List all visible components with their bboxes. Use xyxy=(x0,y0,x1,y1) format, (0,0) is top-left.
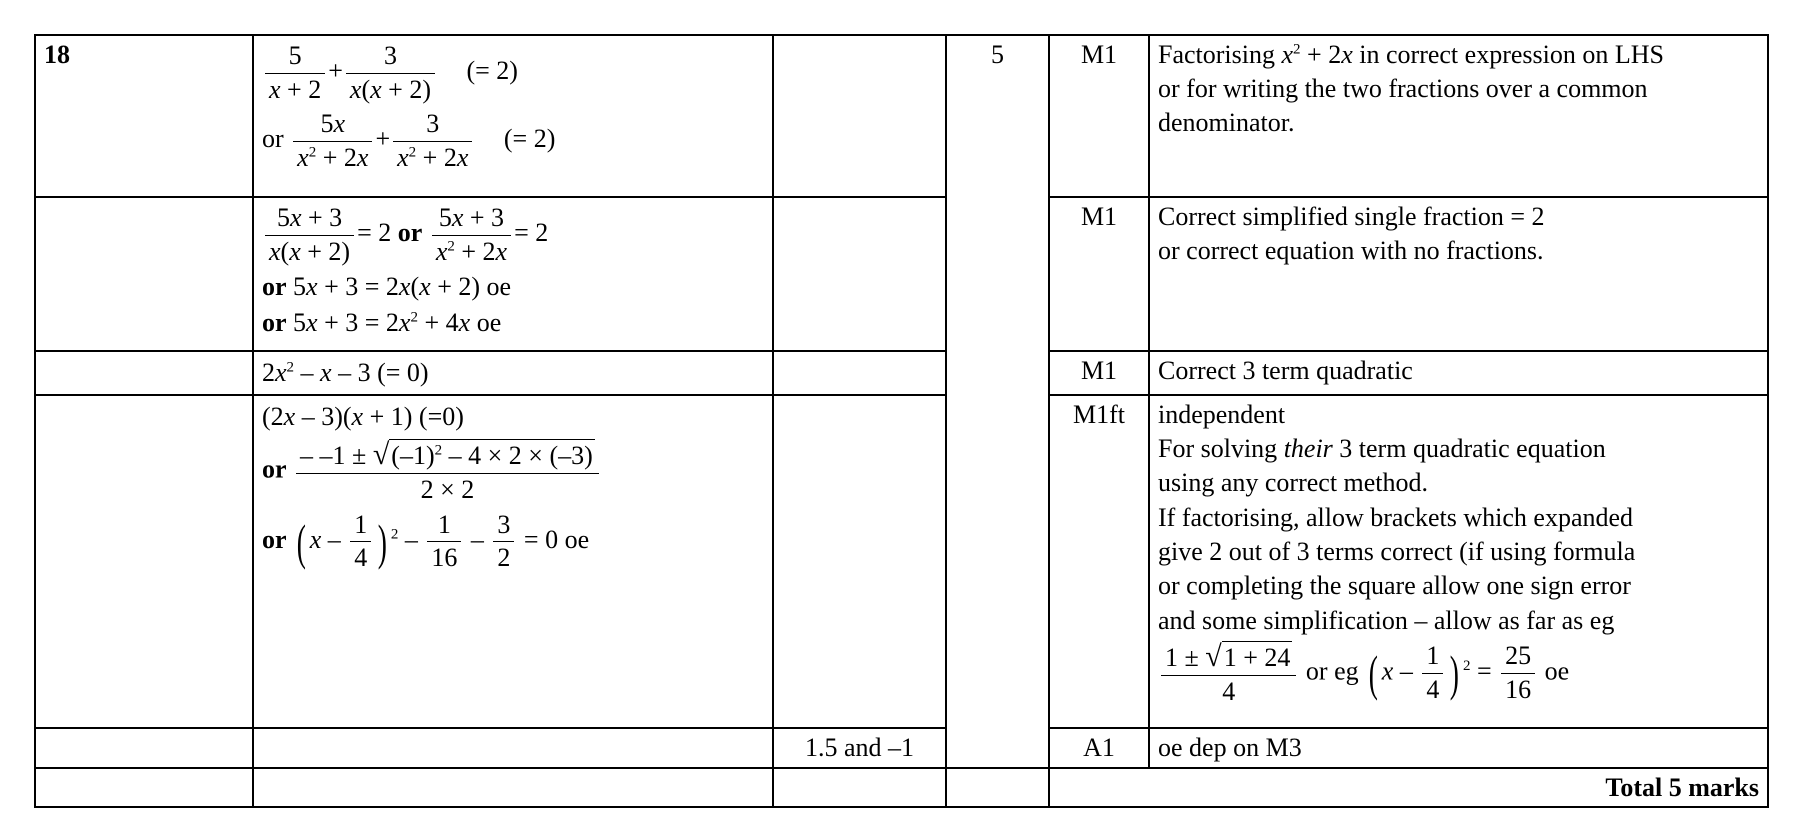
mark-code: M1 xyxy=(1049,35,1149,197)
table-row xyxy=(35,197,1768,351)
guidance-line: using any correct method. xyxy=(1158,468,1429,498)
mark-scheme-sheet xyxy=(34,34,1767,808)
working-line: $\frac{5x + 3}{x(x + 2)}$ = 2 or $\frac{5x + 3}{x^2 + 2x}$ = 2 xyxy=(262,202,764,268)
guidance-cell xyxy=(1149,351,1768,395)
guidance-cell xyxy=(1149,35,1768,197)
working-cell xyxy=(253,35,773,197)
working-line: or 5x + 3 = 2x(x + 2) oe xyxy=(262,272,512,301)
working-line: or $\frac{- -1 \pm √(-1)^2 - 4 \times 2 \times (-3)}{2 \times 2}$ xyxy=(262,436,764,507)
guidance-line: Factorising $x^2 + 2x$ in correct expression on LHS xyxy=(1158,40,1664,69)
guidance-line: If factorising, allow brackets which expanded xyxy=(1158,502,1634,532)
working-cell xyxy=(253,395,773,728)
guidance-line: $\frac{1 \pm √1 + 24}{4}$ or eg ( x – $\frac{1}{4}$ ) $^2$ = $\frac{25}{16}$ oe xyxy=(1158,638,1759,709)
working-line: or $\frac{5x}{x^2 + 2x}$ + $\frac{3}{x^2 + 2x}$ (= 2) xyxy=(262,109,556,172)
working-line: or $5x + 3 = 2x^2 + 4x$ oe xyxy=(262,307,502,337)
guidance-line: oe dep on M3 xyxy=(1158,732,1302,762)
guidance-line: or correct equation with no fractions. xyxy=(1158,235,1544,265)
table-row xyxy=(35,395,1768,728)
guidance-cell xyxy=(1149,197,1768,351)
mark-code: A1 xyxy=(1049,728,1149,768)
table-row xyxy=(35,35,1768,197)
guidance-line: or for writing the two fractions over a common xyxy=(1158,73,1648,103)
question-number: 18 xyxy=(35,35,253,197)
working-line: or ( x – $\frac{1}{4}$ ) $^2$ – $\frac{1}{16}$ – $\frac{3}{2}$ = 0 oe xyxy=(262,509,590,573)
guidance-line: For solving their 3 term quadratic equation xyxy=(1158,434,1606,464)
guidance-line: or completing the square allow one sign error xyxy=(1158,571,1631,601)
mark-code: M1ft xyxy=(1049,395,1149,728)
answer-cell xyxy=(773,35,946,197)
guidance-line: Correct 3 term quadratic xyxy=(1158,356,1413,385)
working-line: (2x – 3)(x + 1) (=0) xyxy=(262,401,464,431)
mark-code: M1 xyxy=(1049,197,1149,351)
guidance-line: Correct simplified single fraction = 2 xyxy=(1158,202,1545,231)
guidance-line: and some simplification – allow as far as eg xyxy=(1158,605,1615,635)
marks-cell: 5 xyxy=(946,35,1049,768)
total-marks: Total 5 marks xyxy=(1049,768,1768,808)
mark-scheme-table xyxy=(34,34,1769,808)
working-cell xyxy=(253,197,773,351)
equals-two-note: (= 2) xyxy=(466,55,518,85)
guidance-line: denominator. xyxy=(1158,107,1295,137)
guidance-line: give 2 out of 3 terms correct (if using formula xyxy=(1158,537,1636,567)
guidance-cell xyxy=(1149,728,1768,768)
guidance-cell xyxy=(1149,395,1768,728)
final-answer: 1.5 and –1 xyxy=(773,728,946,768)
working-line: $2x^2$ – x – 3 (= 0) xyxy=(262,358,429,387)
working-line: $\frac{5}{x + 2}$ + $\frac{3}{x(x + 2)}$ (= 2) xyxy=(262,40,764,106)
working-cell xyxy=(253,351,773,395)
table-row xyxy=(35,728,1768,768)
guidance-line: independent xyxy=(1158,399,1286,429)
table-row xyxy=(35,768,1768,808)
mark-code: M1 xyxy=(1049,351,1149,395)
table-row xyxy=(35,351,1768,395)
